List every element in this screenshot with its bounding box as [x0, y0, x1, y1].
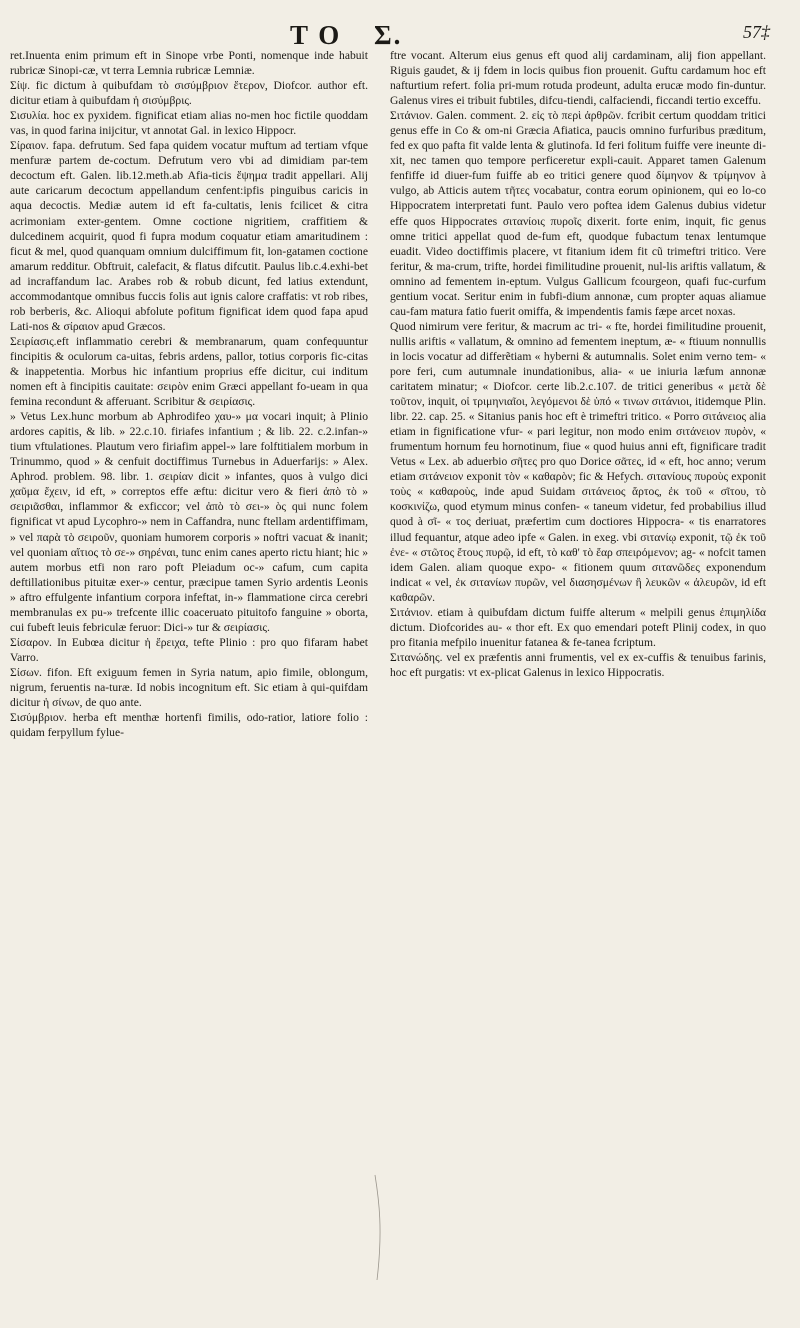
- entry-sip: Σίψ. fic dictum à quibufdam τὸ σισύμβριον ἕτερον, Diofcor. author eft. dicitur etiam à quibufdam ἡ σισύμβρις.: [10, 79, 368, 108]
- entry-sitanion-2: Σιτάνιον. etiam à quibufdam dictum fuiffe alterum « melpili genus ἐπιμηλίδα dictum. Diofcorides au- « thor eft. Ex quo emendari poteft Plinij codex, in quo pro fitania mefpilo inuenitur fatanea & fe-tanea fcriptum.: [390, 605, 766, 649]
- gutter-pen-stroke: [365, 1170, 395, 1290]
- running-head: [290, 20, 426, 51]
- entry-sison: Σίσων. fifon. Eft exiguum femen in Syria natum, apio fimile, oblongum, nigrum, feruentis na-turæ. Id nobis incognitum eft. Sic etiam à qui-quifdam dicitur ἡ σίνων, de quo ante.: [10, 665, 368, 710]
- entry-sinopis: ret.Inuenta enim primum eft in Sinope vrbe Ponti, nomenque inde habuit rubricæ Sinopi-cæ, vt terra Lemnia rubricæ Lemniæ.: [10, 49, 368, 78]
- entry-vetus-lex: » Vetus Lex.hunc morbum ab Aphrodifeo χαυ-» μα vocari inquit; à Plinio ardores capitis, & lib. » 22.c.10. firiafes infantium ; & lib. 22. c.2.infan-» tium vftulationes. Plautum vero firiafim appel-» lare folftitialem morbum in Trinummo, quod » & cenfuit doctiffimus Turnebus in Aduerfarijs: » Alex. Aphrod. problem. 98. libr. 1. σειρίαν dicit » infantes, quos à vulgo dici χαῦμα ἔχειν, id eft, » correptos effe æftu: dicitur vero & fieri ἀπὸ τὸ » σειριᾶσθαι, inflammor & exficcor; vel ἀπὸ τὸ σει-» ὸς qui nunc folem fignificat vt apud Lycophro-» nem in Caffandra, nunc ftellam ardentiffimam, » vel παρὰ τὸ σειροῦν, quoniam humorem corporis » noftri vacuat & inanit; vel quoniam αἴτιος τὸ σε-» σηρέναι, tunc enim canes aperto rictu hiant; hic » autem morbus etfi non raro poft Pleiadum oc-» cafum, cum capita deftillationibus pituitæ exer-» centur, præcipue tamen Syrio ardentis Leonis » aftro effulgente infantium corpora infeftat, in-» flammatione circa cerebri membranulas ex pu-» trefcente illic coaceruato pituitofo fanguine » oborta, cui fubeft leuis febriculæ feruor: Dici-» tur & σειρίασις.: [10, 410, 368, 634]
- right-column: [390, 48, 766, 680]
- entry-seiriasis: Σειρίασις.eft inflammatio cerebri & membranarum, quam confequuntur fincipitis & oculorum ca-uitas, febris ardens, pallor, totius corporis fic-citas & inappetentia. Morbus hic infantium proprius effe dicitur, cui inditum nomen eft à fincipitis cauitate: σειρὸν enim Græci appellant fo-ueam in qua femina recondunt & afferuant. Scribitur & σειρίασις.: [10, 334, 368, 409]
- entry-sitanion: Σιτάνιον. Galen. comment. 2. εἰς τὸ περὶ ἀρθρῶν. fcribit certum quoddam tritici genus effe in Co & om-ni Græcia Afiatica, paucis omnino furfuribus præditum, fed ex quo pafta fit valde lenta & glutinofa. Id feri folitum fuiffe vere ineunte di-xit, nec tamen quo tempore perficeretur expli-cauit. Apparet tamen Galenum fenfiffe id diuer-fum fuiffe ab eo tritici genere quod δίμηνον & τρίμηνον à vulgo, ab Atticis autem τῆτες vocabatur, contra eorum opinionem, qui eo lo-co Hippocratem interpretati funt. Paulo vero poftea idem Galenus dubius videtur effe quos Hippocrates σιτανίοις πυροῖς dixerit. forte enim, inquit, fic genus omne tritici appellat quod de-fum eft, quodque fubactum tenax lentumque euadit. Video doctiffimis placere, vt fitanium idem fit cũ trimeftri tritico. Vere feritur, & ma-crum, trifte, hordei fimilitudine prouenit, nul-lis ariftis vallatum, & omnino ad fementem in-eptum. Vulgus Gallicum fcourgeon, quafi fuc-curfum gentium vocat. Seritur enim in fubfi-dium annonæ, cum propter aquas aliamue cau-fam matura fatio fuerit omiffa, & impendentis famis fæpe arcet noxas.: [390, 109, 766, 318]
- entry-sisymbrion: Σισύμβριον. herba eft menthæ hortenfi fimilis, odo-ratior, latiore folio : quidam ferpyllum fylue-: [10, 711, 368, 740]
- entry-siraion: Σίραιον. fapa. defrutum. Sed fapa quidem vocatur muftum ad tertiam vfque menfuræ partem de-coctum. Defrutum vero vbi ad dimidiam par-tem decoctum eft. Galen. lib.12.meth.ab Afia-ticis ἕψημα tradit appellari. Alij aute caricarum decoctum appellandum cenfent:ipfis pinguibus caricis in aqua decoctis. Mediæ autem id eft fa-cultatis, lenis fcilicet & citra acrimoniam exter-gentem. Omne coctione nigritiem, craffitiem & dulcedinem acquirit, quod fi fupra modum coquatur etiam amaritudinem : ficut & mel, quod quanquam omnium dulciffimum fit, lon-gatamen coctione amarum redditur. Obftruit, calefacit, & flatus difcutit. Paulus lib.c.4.exhi-bet ad incraffandum lac. Arabes rob & robub dicunt, fed latius extendunt, accommodantque omnibus fuccis folis aut ignis calore craffatis: vt rob ribes, rob berberis, &c. Alioqui abfolute pofitum fignificat idem quod fapa apud Lati-nos & σίραιον apud Græcos.: [10, 139, 368, 333]
- page-number: 57‡: [743, 22, 770, 42]
- running-head-left: T O: [290, 20, 342, 50]
- running-head-right: Σ.: [374, 20, 403, 50]
- left-column: [10, 48, 368, 740]
- entry-sisylia: Σισυλία. hoc ex pyxidem. fignificat etiam alias no-men hoc fictile quoddam vas, in quod farina inijcitur, vt annotat Gal. in lexico Hippocr.: [10, 109, 368, 138]
- entry-continuation: ftre vocant. Alterum eius genus eft quod alij cardaminam, alij fion appellant. Riguis gaudet, & ij fdem in locis quibus fion prouenit. Guftu cardamum hoc eft nafturtium refert. folia pri-mum rotuda prodeunt, adulta erucæ modo fin-duntur. Galenus vires ei tribuit fubtiles, difcu-tiendi, calfaciendi, ficcandi tertio exceffu.: [390, 49, 766, 108]
- entry-sitanodes: Σιτανώδης. vel ex præfentis anni frumentis, vel ex ex-cuffis & tenuibus farinis, hoc eft purgatis: vt ex-plicat Galenus in lexico Hippocratis.: [390, 650, 766, 679]
- entry-quod-nimirum: Quod nimirum vere feritur, & macrum ac tri- « fte, hordei fimilitudine prouenit, nullis ariftis « vallatum, & omnino ad fementem ineptum, æ- « ftiuum nonnullis in locis vocatur ad differẽtiam « hyberni & autumnalis. Solet enim verno tem- « pore feri, cum autumnale inundationibus, alia- « ue iniuria læfum annonæ caritatem minatur; « Diofcor. certe lib.2.c.107. de tritici generibus « μετὰ δὲ τοῦτον, inquit, οἱ τριμηνιαῖοι, λεγόμενοι δὲ ὑπό « τινων σιτάνιοι, itidemque Plin. libr. 22. cap. 25. « Sitanius panis hoc eft è trimeftri tritico. « Porro σιτάνειος alia etiam in fignificatione vfur- « pari legitur, non modo enim σιτάνειον πυρὸν, « frumentum hornum feu hornotinum, fiue « quod huius anni eft, fignificare tradit Vetus « Lex. ab aduerbio σῆτες pro quo Dorice σᾶτες, id « eft, hoc anno; verum etiam σιτάνειον exponit τὸν « καθαρὸν; fic & Hefych. σιτανίους πυροὺς exponit τοὺς « καθαροὺς, inde apud Suidam σιτάνειος ἄρτος, ἐκ τοῦ « σῖτου, τὸ κοσκινίζω, quod etymum minus confen- « taneum videtur, fed probabilius illud quod à σῖ- « τος deriuat, præfertim cum doctiores Hippocra- « tis enarratores illud fequantur, atque adeo ipfe « Galen. in exeg. vbi σιτανίῳ exponit, τῷ ἐκ τοῦ ἐνε- « στῶτος ἔτους πυρῷ, id eft, τὸ καθ' τὸ ἔαρ σπειρόμενον; ag- « nofcit tamen idem Galen. aliam quoque expo- « fitionem quum σιτανῶδες exponendum indicat « vel, ἐκ σιτανίων πυρῶν, vel διασησμένων ἢ λευκῶν « ἀλευρῶν, id eft καθαρῶν.: [390, 319, 766, 604]
- entry-sisaron: Σίσαρον. In Eubœa dicitur ἡ ἔρειχα, tefte Plinio : pro quo fifaram habet Varro.: [10, 635, 368, 664]
